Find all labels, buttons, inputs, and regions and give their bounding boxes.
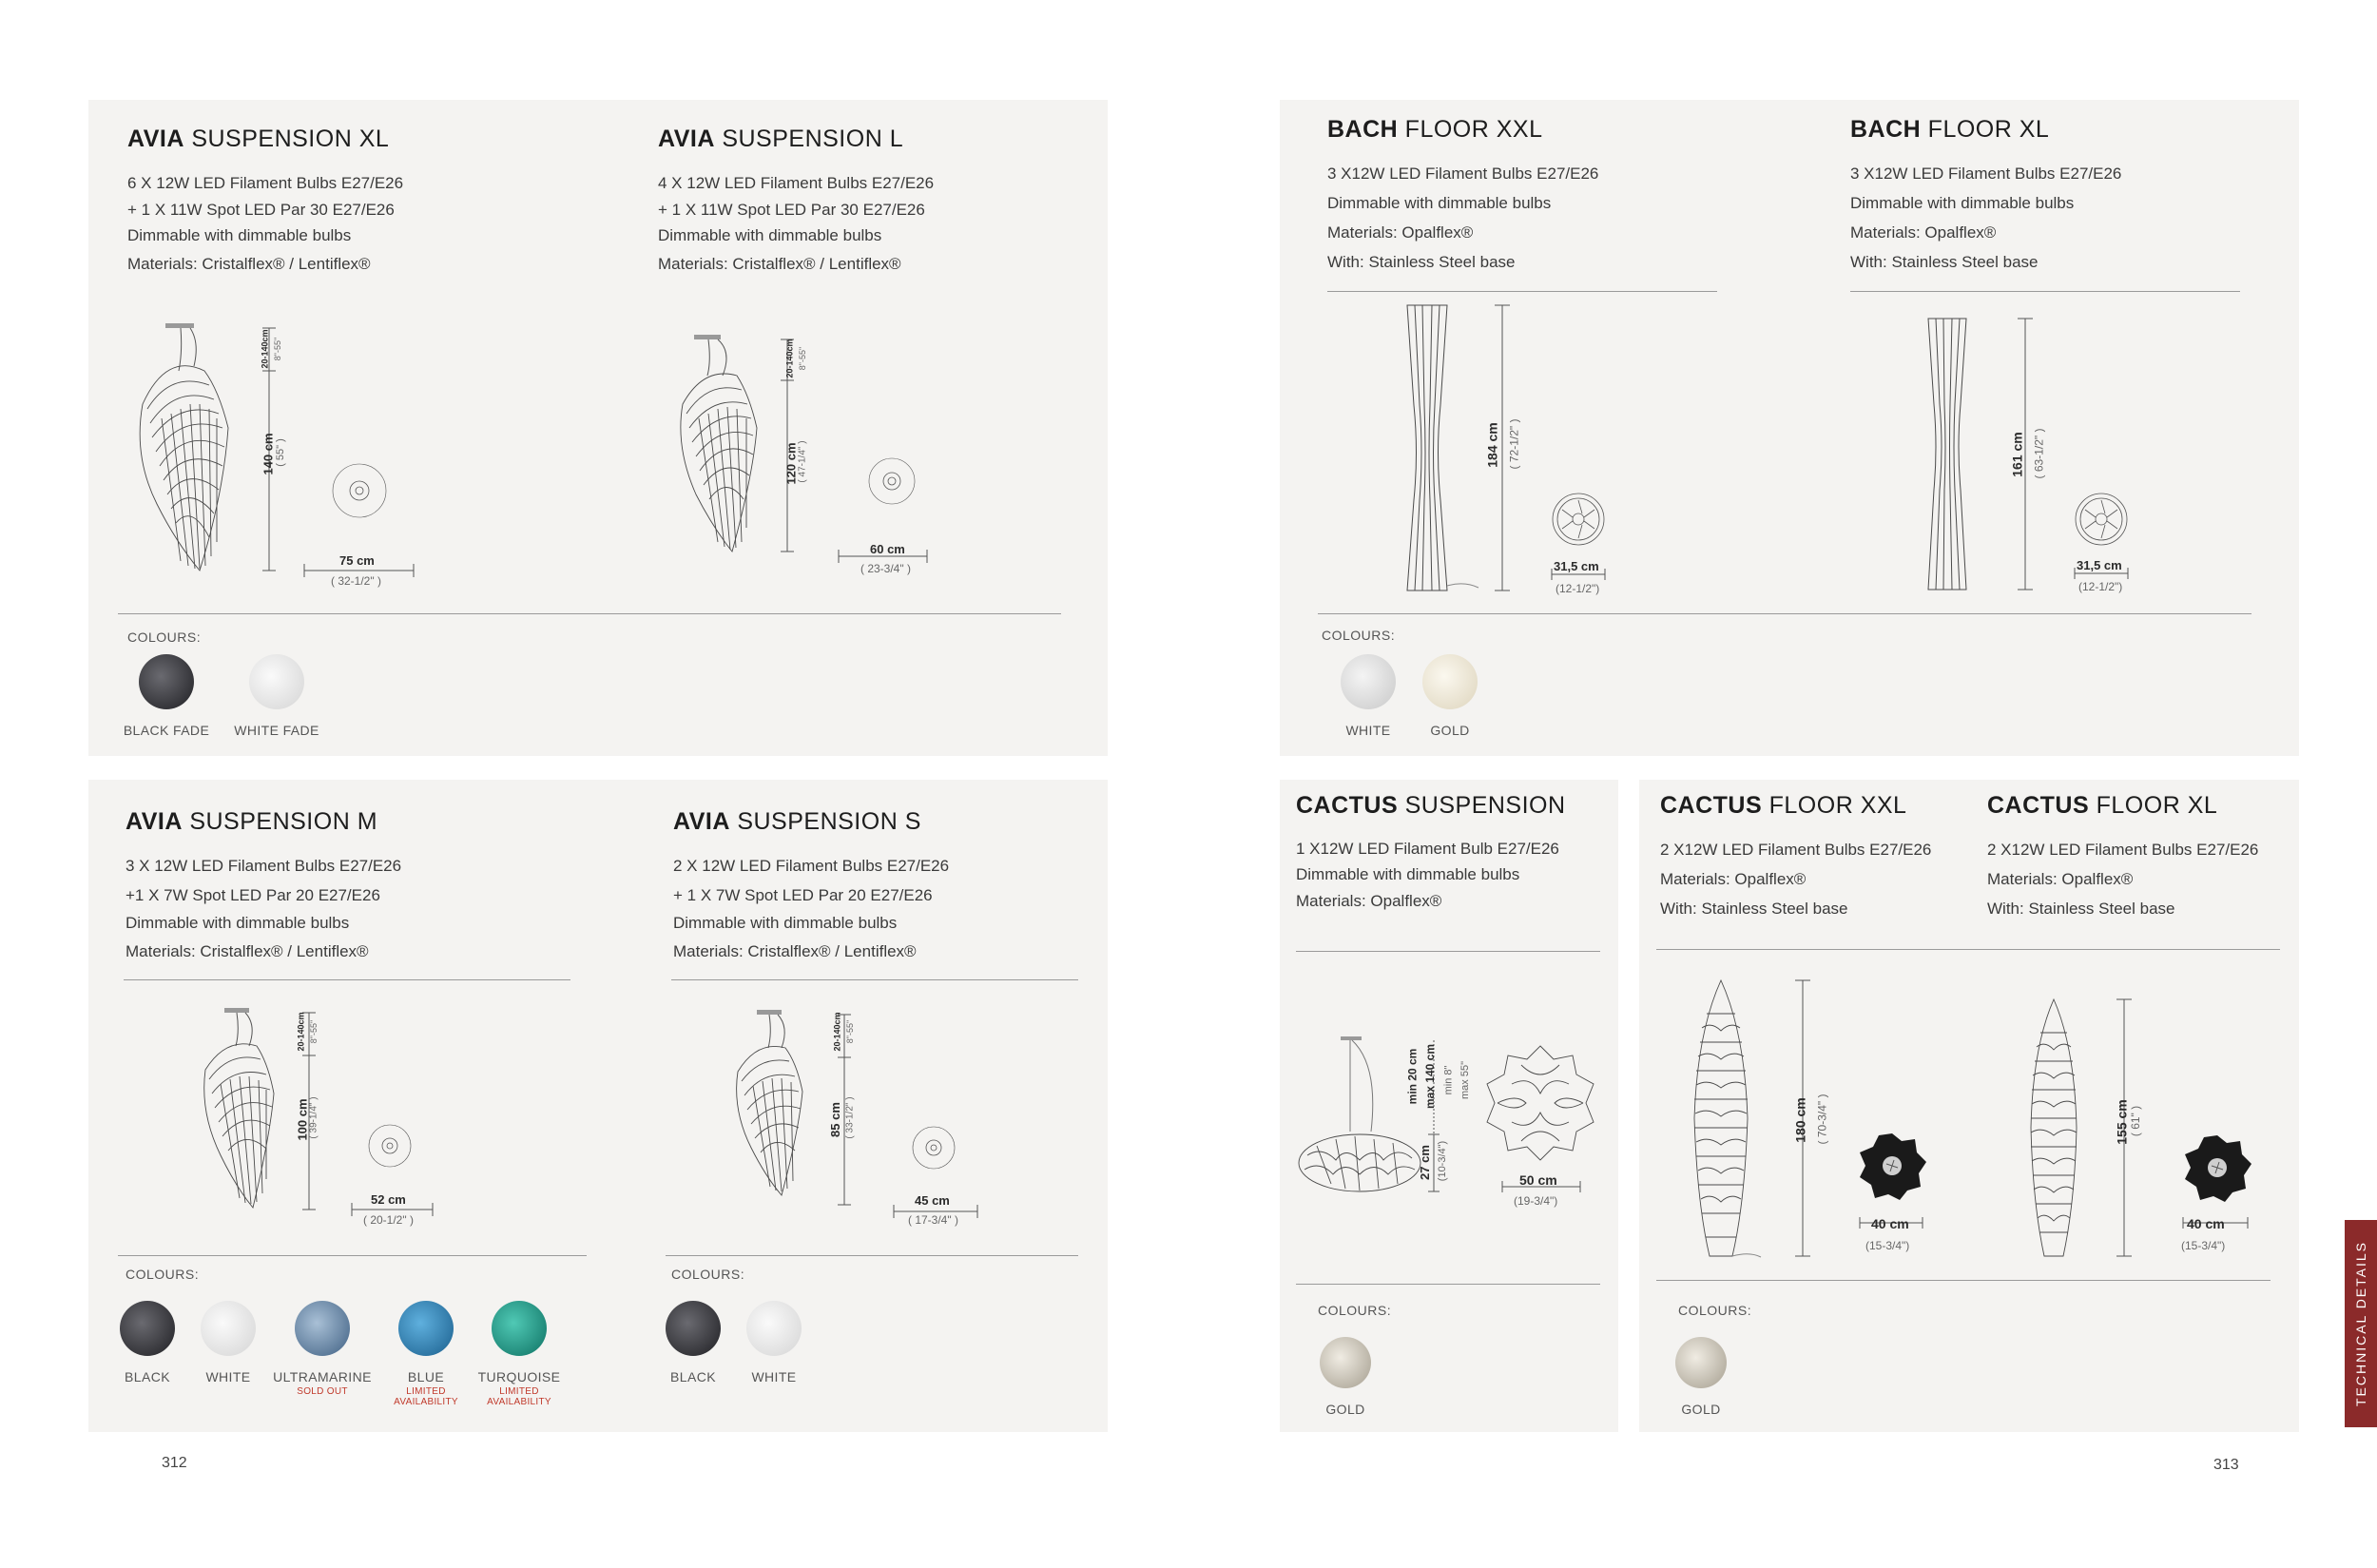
avia-xl-height-in: ( 55" ) xyxy=(274,438,286,467)
divider xyxy=(1850,291,2240,292)
avia-m-width-cm: 52 cm xyxy=(371,1192,406,1207)
product-cactus-floor-xl xyxy=(1987,792,2258,923)
product-avia-suspension-l xyxy=(658,126,934,279)
swatch-note: SOLD OUT xyxy=(297,1386,348,1397)
bach-xl-height-cm: 161 cm xyxy=(2009,432,2025,477)
bach-xl-height-in: ( 63-1/2" ) xyxy=(2032,428,2046,479)
product-specs xyxy=(673,851,949,966)
product-title: CACTUS FLOOR XXL xyxy=(1660,792,1907,819)
swatch-turquoise[interactable] xyxy=(467,1301,571,1407)
product-bach-floor-xl xyxy=(1850,116,2121,277)
spec-line: 2 X12W LED Filament Bulbs E27/E26 xyxy=(1987,841,2259,859)
bach-xxl-height-in: ( 72-1/2" ) xyxy=(1507,418,1521,470)
swatch-gold[interactable] xyxy=(1398,654,1502,738)
spec-line: With: Stainless Steel base xyxy=(1987,900,2175,918)
cactus-susp-height-cm: 27 cm xyxy=(1417,1145,1432,1180)
avia-s-height-cm: 85 cm xyxy=(827,1102,842,1137)
colours-label: COLOURS: xyxy=(1322,628,1396,643)
bach-xxl-height-cm: 184 cm xyxy=(1484,422,1500,468)
spec-line: Materials: Cristalflex® / Lentiflex® xyxy=(126,942,369,960)
bach-xl-width-in: (12-1/2") xyxy=(2078,580,2123,593)
avia-xl-width-in: ( 32-1/2" ) xyxy=(331,574,381,588)
divider xyxy=(1656,1280,2271,1281)
spec-line: Dimmable with dimmable bulbs xyxy=(127,226,352,244)
product-bach-floor-xxl xyxy=(1327,116,1598,277)
avia-l-width-in: ( 23-3/4" ) xyxy=(860,562,911,575)
swatch-name: BLACK xyxy=(125,1369,170,1384)
illustration-avia-s xyxy=(723,1000,1008,1229)
illustration-cactus-floor-xl xyxy=(2006,995,2301,1261)
avia-m-cable-in: 8"-55" xyxy=(309,1019,319,1044)
divider xyxy=(666,1255,1078,1256)
avia-l-cable-in: 8"-55" xyxy=(798,346,808,371)
divider xyxy=(124,979,570,980)
swatch-gold[interactable] xyxy=(1649,1337,1753,1417)
product-specs xyxy=(1660,835,1931,923)
spec-line: 3 X12W LED Filament Bulbs E27/E26 xyxy=(1850,165,2122,183)
cactus-susp-height-in: (10-3/4") xyxy=(1437,1140,1449,1182)
divider xyxy=(118,613,1061,614)
swatch-dot xyxy=(746,1301,802,1356)
bach-xxl-width-in: (12-1/2") xyxy=(1556,582,1600,595)
spec-line: 4 X 12W LED Filament Bulbs E27/E26 xyxy=(658,174,935,192)
avia-s-height-in: ( 33-1/2" ) xyxy=(844,1096,856,1139)
avia-s-width-cm: 45 cm xyxy=(915,1193,950,1208)
product-title: CACTUS SUSPENSION xyxy=(1296,792,1566,819)
spec-line: +1 X 7W Spot LED Par 20 E27/E26 xyxy=(126,886,380,904)
spec-line: 2 X12W LED Filament Bulbs E27/E26 xyxy=(1660,841,1932,859)
spec-line: Dimmable with dimmable bulbs xyxy=(126,914,350,932)
avia-xl-height-cm: 140 cm xyxy=(261,433,276,475)
avia-m-width-in: ( 20-1/2" ) xyxy=(363,1213,414,1227)
product-title: CACTUS FLOOR XL xyxy=(1987,792,2218,819)
swatch-name: TURQUOISE xyxy=(477,1369,561,1384)
avia-s-cable-cm: 20-140cm xyxy=(832,1012,842,1052)
swatch-dot xyxy=(666,1301,721,1356)
swatch-name: WHITE FADE xyxy=(234,723,319,738)
product-cactus-suspension xyxy=(1296,792,1566,915)
spec-line: Dimmable with dimmable bulbs xyxy=(673,914,898,932)
spec-line: Materials: Opalflex® xyxy=(1850,223,1997,242)
swatch-white-fade[interactable] xyxy=(224,654,329,738)
product-specs xyxy=(1327,159,1598,277)
spec-line: Materials: Cristalflex® / Lentiflex® xyxy=(673,942,917,960)
cactus-susp-width-in: (19-3/4") xyxy=(1514,1194,1558,1208)
swatch-name: BLACK xyxy=(670,1369,716,1384)
spec-line: Materials: Cristalflex® / Lentiflex® xyxy=(658,255,901,273)
product-specs xyxy=(126,851,401,966)
swatch-name: GOLD xyxy=(1430,723,1470,738)
technical-details-label: TECHNICAL DETAILS xyxy=(2353,1240,2368,1407)
spec-line: With: Stainless Steel base xyxy=(1850,253,2039,271)
swatch-name: GOLD xyxy=(1681,1402,1721,1417)
cactus-xl-height-in: ( 61" ) xyxy=(2129,1105,2143,1137)
swatch-black-fade[interactable] xyxy=(114,654,219,738)
swatch-dot xyxy=(492,1301,547,1356)
cactus-xl-width-cm: 40 cm xyxy=(2187,1216,2225,1231)
cactus-susp-width-cm: 50 cm xyxy=(1519,1172,1557,1188)
swatch-name: BLUE xyxy=(407,1369,445,1384)
divider xyxy=(1327,291,1717,292)
spec-line: Materials: Opalflex® xyxy=(1660,870,1807,888)
cactus-susp-cable-min: min 20 cm xyxy=(1405,1048,1420,1105)
swatch-white[interactable] xyxy=(722,1301,826,1384)
product-avia-suspension-m xyxy=(126,808,401,966)
swatch-note: LIMITED AVAILABILITY xyxy=(487,1386,551,1407)
illustration-bach-xl xyxy=(1911,314,2149,594)
spec-line: 6 X 12W LED Filament Bulbs E27/E26 xyxy=(127,174,404,192)
product-specs xyxy=(127,168,403,279)
avia-m-height-cm: 100 cm xyxy=(295,1098,310,1141)
swatch-blue[interactable] xyxy=(374,1301,478,1407)
spec-line: + 1 X 7W Spot LED Par 20 E27/E26 xyxy=(673,886,933,904)
spec-line: 3 X12W LED Filament Bulbs E27/E26 xyxy=(1327,165,1599,183)
swatch-dot xyxy=(249,654,304,709)
divider xyxy=(1296,1284,1600,1285)
cactus-susp-cable-in-max: max 55" xyxy=(1459,1061,1471,1099)
product-specs xyxy=(1987,835,2258,923)
product-title: AVIA SUSPENSION S xyxy=(673,808,921,835)
product-title: BACH FLOOR XL xyxy=(1850,116,2050,143)
swatch-name: ULTRAMARINE xyxy=(273,1369,372,1384)
divider xyxy=(1318,613,2251,614)
avia-xl-cable-in: 8"-55" xyxy=(273,337,283,361)
cactus-xxl-width-in: (15-3/4") xyxy=(1865,1239,1910,1252)
swatch-name: WHITE xyxy=(205,1369,251,1384)
spec-line: With: Stainless Steel base xyxy=(1660,900,1848,918)
page-number-left: 312 xyxy=(162,1455,187,1471)
spec-line: 1 X12W LED Filament Bulb E27/E26 xyxy=(1296,840,1559,858)
avia-s-width-in: ( 17-3/4" ) xyxy=(908,1213,958,1227)
product-title: BACH FLOOR XXL xyxy=(1327,116,1543,143)
swatch-note: LIMITED AVAILABILITY xyxy=(394,1386,458,1407)
swatch-dot xyxy=(1320,1337,1371,1388)
avia-l-cable-cm: 20-140cm xyxy=(784,339,795,378)
spec-line: Materials: Opalflex® xyxy=(1296,892,1442,910)
swatch-dot xyxy=(1675,1337,1727,1388)
spec-line: With: Stainless Steel base xyxy=(1327,253,1516,271)
illustration-avia-l xyxy=(666,323,951,580)
swatch-dot xyxy=(1341,654,1396,709)
spec-line: Materials: Opalflex® xyxy=(1987,870,2134,888)
avia-l-height-cm: 120 cm xyxy=(783,442,799,485)
illustration-avia-m xyxy=(190,998,456,1227)
avia-m-cable-cm: 20-140cm xyxy=(296,1012,306,1052)
swatch-dot xyxy=(398,1301,454,1356)
colours-label: COLOURS: xyxy=(126,1267,200,1282)
swatch-dot xyxy=(201,1301,256,1356)
cactus-xxl-height-in: ( 70-3/4" ) xyxy=(1815,1094,1829,1145)
product-specs xyxy=(658,168,934,279)
colours-label: COLOURS: xyxy=(1678,1303,1752,1318)
avia-xl-width-cm: 75 cm xyxy=(339,553,375,568)
product-title: AVIA SUSPENSION M xyxy=(126,808,378,835)
bach-xl-width-cm: 31,5 cm xyxy=(2077,558,2122,572)
avia-xl-cable-cm: 20-140cm xyxy=(260,329,270,369)
swatch-gold[interactable] xyxy=(1293,1337,1398,1417)
swatch-dot xyxy=(1422,654,1478,709)
illustration-cactus-suspension xyxy=(1293,1027,1607,1217)
avia-l-width-cm: 60 cm xyxy=(870,542,905,556)
product-specs xyxy=(1296,835,1566,915)
spec-line: + 1 X 11W Spot LED Par 30 E27/E26 xyxy=(658,201,925,219)
spec-line: 3 X 12W LED Filament Bulbs E27/E26 xyxy=(126,857,402,875)
spec-line: Dimmable with dimmable bulbs xyxy=(658,226,882,244)
spec-line: + 1 X 11W Spot LED Par 30 E27/E26 xyxy=(127,201,395,219)
swatch-ultramarine[interactable] xyxy=(270,1301,375,1397)
swatch-name: WHITE xyxy=(751,1369,797,1384)
product-avia-suspension-s xyxy=(673,808,949,966)
divider xyxy=(118,1255,587,1256)
divider xyxy=(671,979,1078,980)
technical-details-tab[interactable] xyxy=(2345,1220,2377,1427)
divider xyxy=(1296,951,1600,952)
spec-line: 2 X 12W LED Filament Bulbs E27/E26 xyxy=(673,857,950,875)
swatch-white[interactable] xyxy=(176,1301,280,1384)
page-number-right: 313 xyxy=(2213,1457,2239,1473)
swatch-dot xyxy=(139,654,194,709)
product-title: AVIA SUSPENSION XL xyxy=(127,126,390,152)
swatch-name: GOLD xyxy=(1325,1402,1365,1417)
avia-l-height-in: ( 47-1/4" ) xyxy=(797,440,808,483)
spec-line: Dimmable with dimmable bulbs xyxy=(1296,865,1520,883)
spec-line: Materials: Cristalflex® / Lentiflex® xyxy=(127,255,371,273)
cactus-xxl-height-cm: 180 cm xyxy=(1792,1097,1808,1143)
colours-label: COLOURS: xyxy=(1318,1303,1392,1318)
colours-label: COLOURS: xyxy=(671,1267,745,1282)
swatch-dot xyxy=(120,1301,175,1356)
product-cactus-floor-xxl xyxy=(1660,792,1931,923)
spec-line: Dimmable with dimmable bulbs xyxy=(1327,194,1552,212)
cactus-xxl-width-cm: 40 cm xyxy=(1871,1216,1909,1231)
cactus-susp-cable-max: max 140 cm xyxy=(1423,1043,1438,1110)
swatch-name: WHITE xyxy=(1345,723,1391,738)
cactus-susp-cable-in-min: min 8" xyxy=(1442,1065,1455,1095)
product-title: AVIA SUSPENSION L xyxy=(658,126,904,152)
avia-m-height-in: ( 39-1/4" ) xyxy=(308,1096,319,1139)
avia-s-cable-in: 8"-55" xyxy=(845,1019,856,1044)
cactus-xl-height-cm: 155 cm xyxy=(2114,1099,2130,1145)
product-specs xyxy=(1850,159,2121,277)
bach-xxl-width-cm: 31,5 cm xyxy=(1554,559,1599,573)
spec-line: Dimmable with dimmable bulbs xyxy=(1850,194,2075,212)
cactus-xl-width-in: (15-3/4") xyxy=(2181,1239,2226,1252)
spec-line: Materials: Opalflex® xyxy=(1327,223,1474,242)
swatch-dot xyxy=(295,1301,350,1356)
colours-label: COLOURS: xyxy=(127,629,202,645)
product-avia-suspension-xl xyxy=(127,126,403,279)
swatch-name: BLACK FADE xyxy=(123,723,210,738)
divider xyxy=(1656,949,2280,950)
